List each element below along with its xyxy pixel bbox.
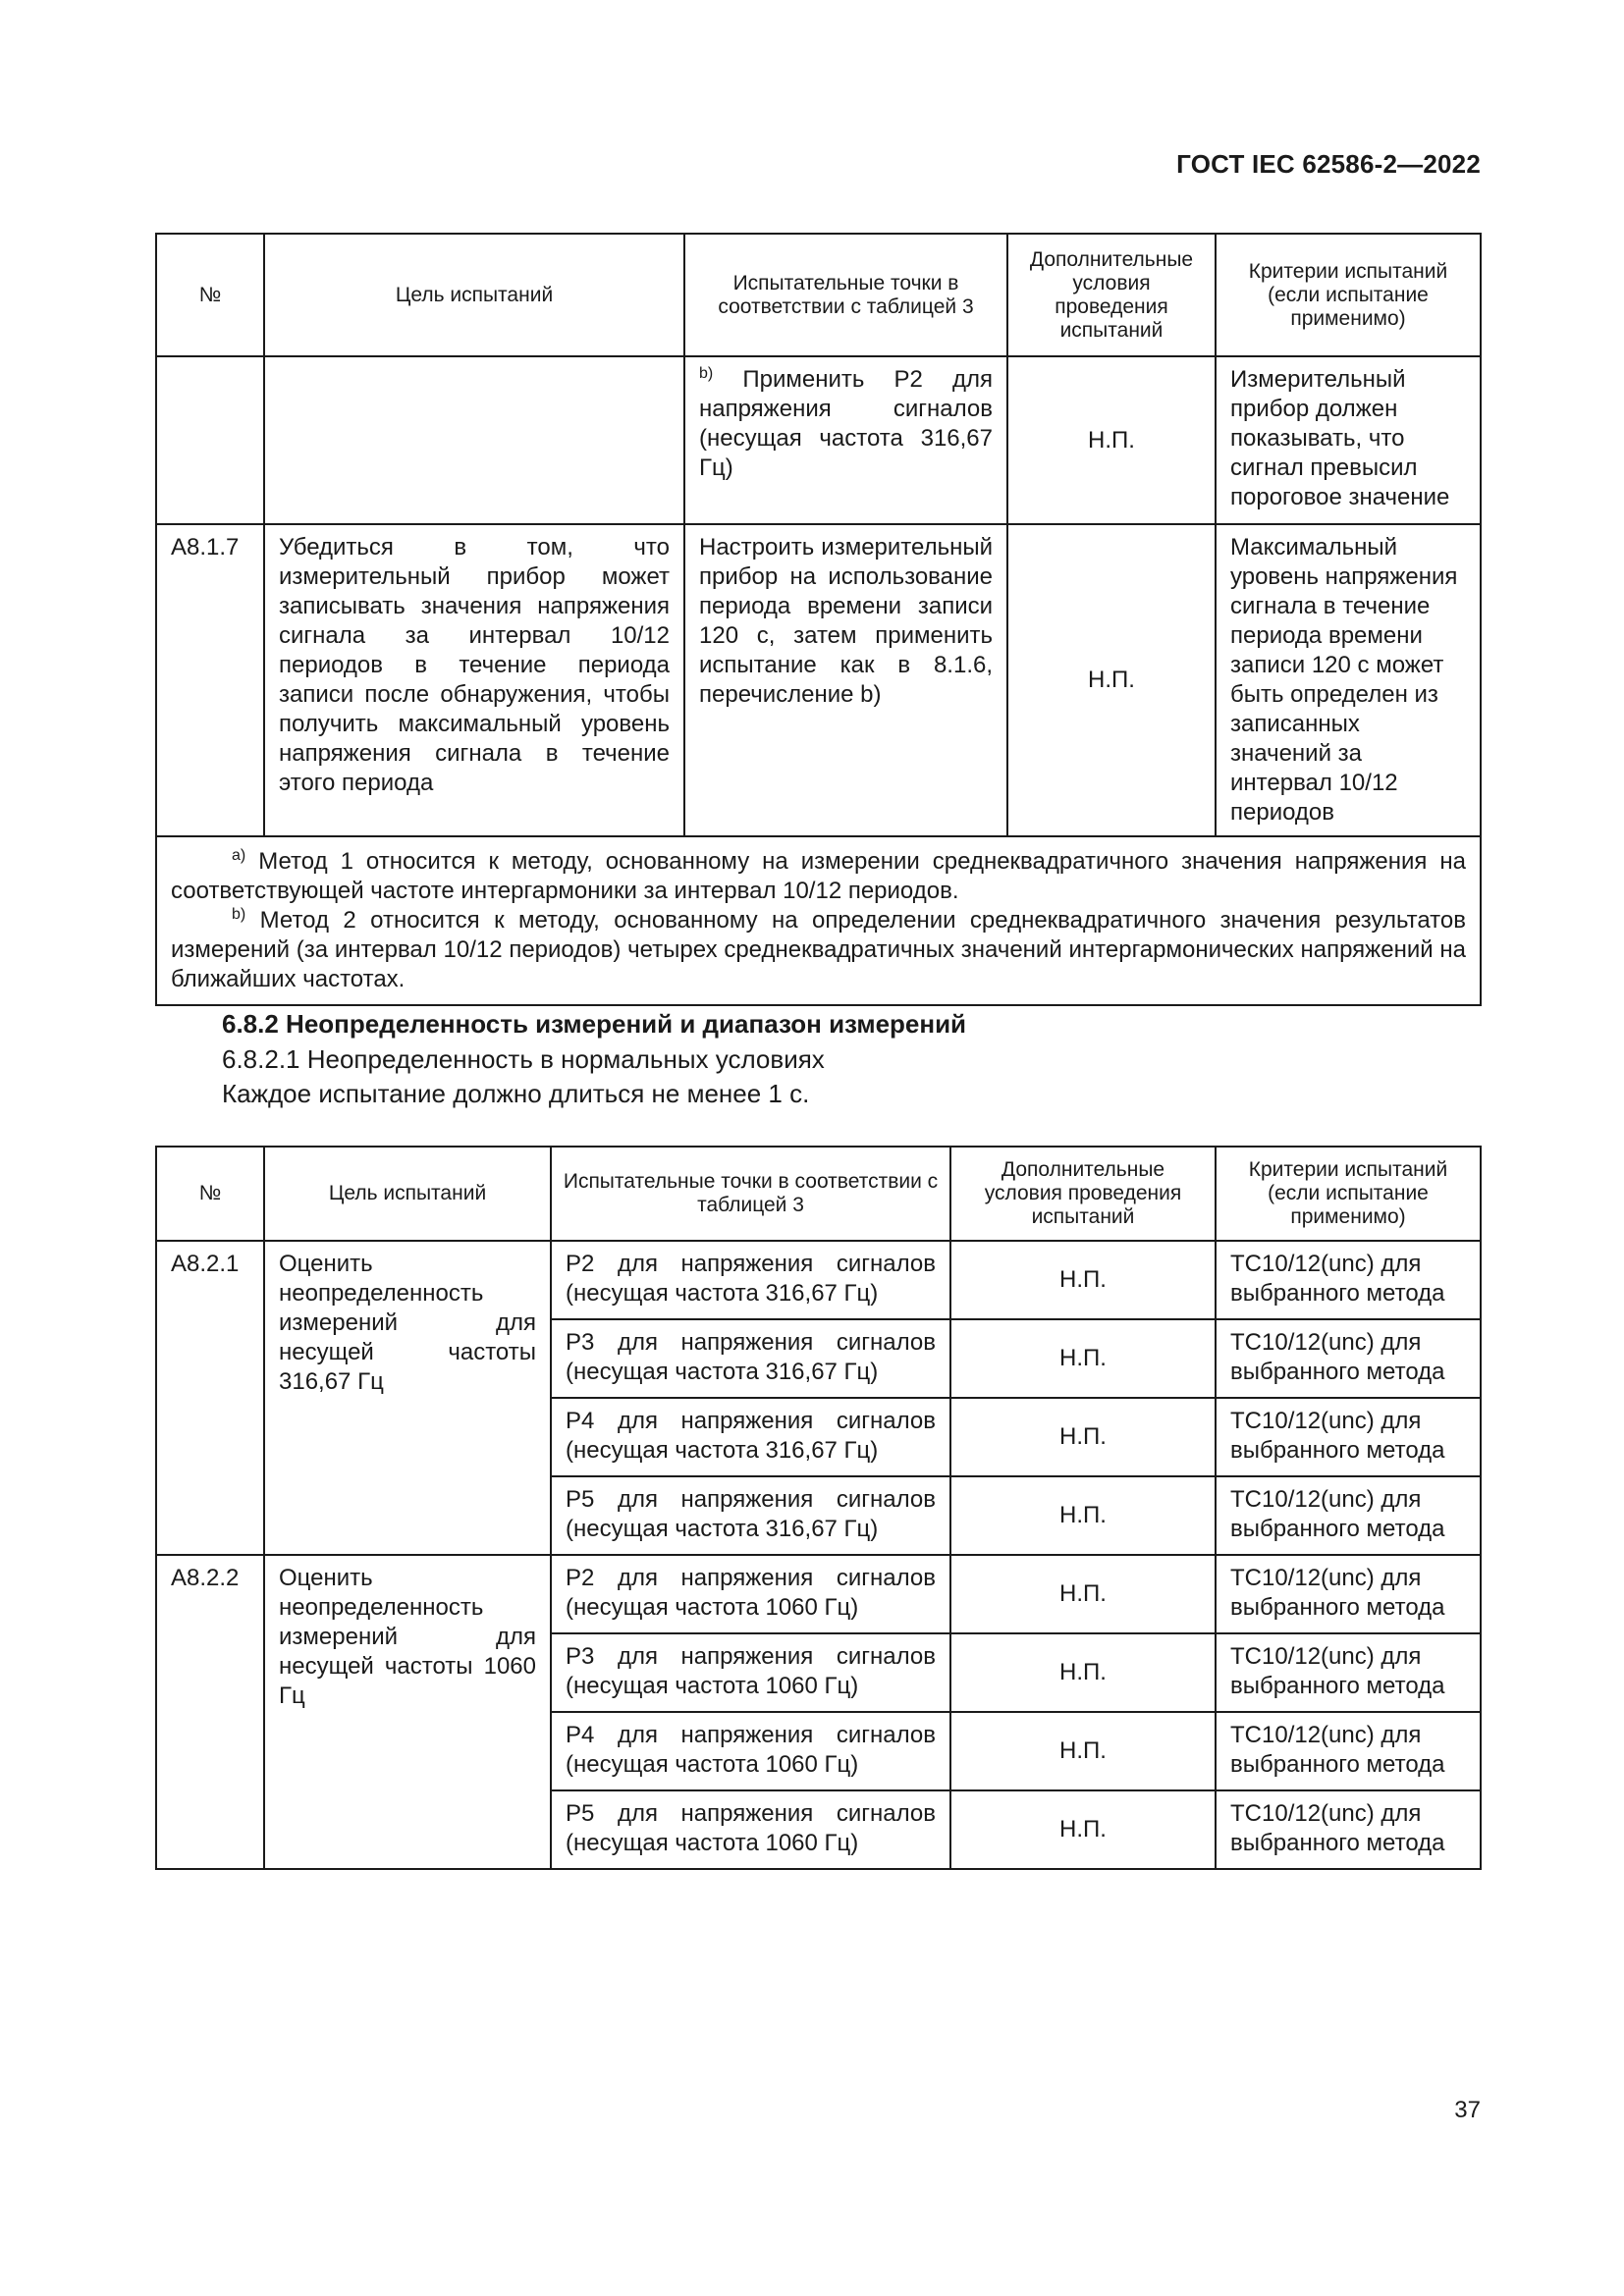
section-paragraph: Каждое испытание должно длиться не менее 1 с. (222, 1079, 810, 1108)
row-criteria: TC10/12(unc) для выбранного метода (1216, 1241, 1481, 1319)
row-conditions: Н.П. (950, 1398, 1216, 1476)
table-row (156, 1555, 1481, 1633)
row-conditions: Н.П. (950, 1712, 1216, 1790)
col-header-purpose: Цель испытаний (264, 234, 684, 356)
col-header-conditions: Дополнительные условия проведения испытаний (950, 1147, 1216, 1241)
col-header-number: № (156, 1147, 264, 1241)
row-conditions: Н.П. (1007, 524, 1216, 836)
test-table-1 (155, 233, 1482, 1006)
row-number: A8.1.7 (156, 524, 264, 836)
table-notes-row (156, 836, 1481, 1005)
footnote-marker: b) (232, 906, 246, 923)
col-header-criteria: Критерии испытаний (если испытание применимо) (1216, 234, 1481, 356)
table-header-row (156, 1147, 1481, 1241)
row-purpose (264, 356, 684, 524)
row-purpose: Убедиться в том, что измерительный прибор может записывать значения напряжения сигнала за интервал 10/12 периодов в течение периода записи после обнаружения, чтобы получить максимальный уровень напряжения сигнала в течение этого периода (264, 524, 684, 836)
section-heading: 6.8.2 Неопределенность измерений и диапазон измерений (222, 1009, 967, 1039)
group-purpose: Оценить неопределенность измерений для несущей частоты 1060 Гц (264, 1555, 551, 1869)
row-conditions: Н.П. (950, 1633, 1216, 1712)
row-test-points: P4 для напряжения сигналов (несущая частота 316,67 Гц) (551, 1398, 950, 1476)
col-header-purpose: Цель испытаний (264, 1147, 551, 1241)
test-table-2 (155, 1146, 1482, 1870)
row-criteria: TC10/12(unc) для выбранного метода (1216, 1712, 1481, 1790)
page-number: 37 (1454, 2097, 1481, 2123)
row-criteria: TC10/12(unc) для выбранного метода (1216, 1790, 1481, 1869)
footnote-a: $^{a)}$ Метод 1 относится к методу, основанному на измерении среднеквадратичного значения напряжения на соответствующей частоте интергармоники за интервал 10/12 периодов. (171, 847, 1467, 904)
row-criteria: TC10/12(unc) для выбранного метода (1216, 1633, 1481, 1712)
row-test-points: P5 для напряжения сигналов (несущая частота 1060 Гц) (551, 1790, 950, 1869)
row-test-points: P3 для напряжения сигналов (несущая частота 1060 Гц) (551, 1633, 950, 1712)
row-conditions: Н.П. (950, 1790, 1216, 1869)
table-row (156, 524, 1481, 836)
col-header-conditions: Дополнительные условия проведения испытаний (1007, 234, 1216, 356)
row-criteria: TC10/12(unc) для выбранного метода (1216, 1319, 1481, 1398)
section-subheading: 6.8.2.1 Неопределенность в нормальных условиях (222, 1044, 825, 1074)
col-header-criteria: Критерии испытаний (если испытание применимо) (1216, 1147, 1481, 1241)
row-number (156, 356, 264, 524)
table-row (156, 1241, 1481, 1319)
table-header-row (156, 234, 1481, 356)
row-test-points: P5 для напряжения сигналов (несущая частота 316,67 Гц) (551, 1476, 950, 1555)
row-conditions: Н.П. (950, 1319, 1216, 1398)
row-test-points: P4 для напряжения сигналов (несущая частота 1060 Гц) (551, 1712, 950, 1790)
table-row (156, 356, 1481, 524)
footnote-marker: a) (232, 847, 246, 864)
document-code: ГОСТ IEC 62586-2—2022 (1176, 149, 1481, 179)
row-criteria: Максимальный уровень напряжения сигнала в течение периода времени записи 120 с может быть определен из записанных значений за интервал 10/12 периодов (1216, 524, 1481, 836)
row-test-points-text: Применить P2 для напряжения сигналов (несущая частота 316,67 Гц) (699, 366, 994, 481)
group-number: A8.2.2 (156, 1555, 264, 1869)
row-criteria: TC10/12(unc) для выбранного метода (1216, 1476, 1481, 1555)
row-test-points (684, 356, 1007, 524)
row-conditions: Н.П. (950, 1241, 1216, 1319)
row-test-points: P2 для напряжения сигналов (несущая частота 1060 Гц) (551, 1555, 950, 1633)
row-test-points: P2 для напряжения сигналов (несущая частота 316,67 Гц) (551, 1241, 950, 1319)
footnote-b: $^{b)}$ Метод 2 относится к методу, основанному на определении среднеквадратичного значения результатов измерений (за интервал 10/12 периодов) четырех среднеквадратичных значений интергармонических напряжений на ближайших частотах. (171, 906, 1466, 992)
row-criteria: TC10/12(unc) для выбранного метода (1216, 1398, 1481, 1476)
table-notes (156, 836, 1481, 1005)
col-header-number: № (156, 234, 264, 356)
col-header-test-points: Испытательные точки в соответствии с таблицей 3 (684, 234, 1007, 356)
row-criteria: Измерительный прибор должен показывать, что сигнал превысил пороговое значение (1216, 356, 1481, 524)
row-conditions: Н.П. (1007, 356, 1216, 524)
group-number: A8.2.1 (156, 1241, 264, 1555)
row-test-points: P3 для напряжения сигналов (несущая частота 316,67 Гц) (551, 1319, 950, 1398)
row-conditions: Н.П. (950, 1476, 1216, 1555)
row-conditions: Н.П. (950, 1555, 1216, 1633)
footnote-marker: b) (699, 365, 714, 382)
col-header-test-points: Испытательные точки в соответствии с таблицей 3 (551, 1147, 950, 1241)
row-criteria: TC10/12(unc) для выбранного метода (1216, 1555, 1481, 1633)
row-test-points: Настроить измерительный прибор на использование периода времени записи 120 с, затем применить испытание как в 8.1.6, перечисление b) (684, 524, 1007, 836)
group-purpose: Оценить неопределенность измерений для несущей частоты 316,67 Гц (264, 1241, 551, 1555)
